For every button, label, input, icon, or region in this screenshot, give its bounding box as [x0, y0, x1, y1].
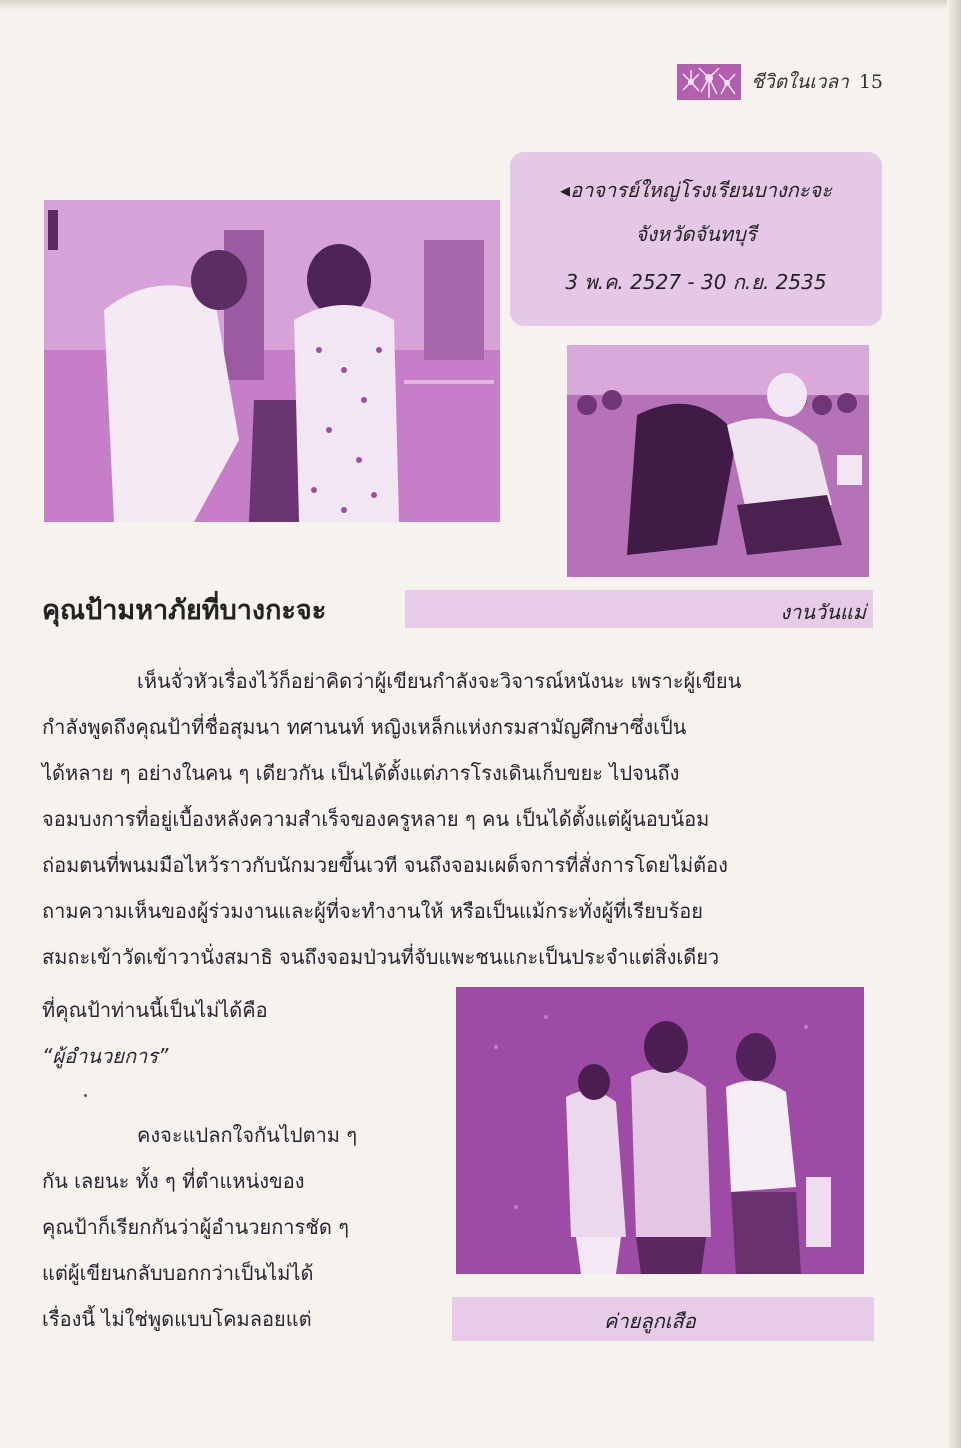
caption-box: [510, 152, 882, 326]
text-line: เห็นจั่วหัวเรื่องไว้ก็อย่าคิดว่าผู้เขียนกำลังจะวิจารณ์หนังนะ เพราะผู้เขียน: [137, 669, 742, 693]
text-line: คงจะแปลกใจกันไปตาม ๆ: [137, 1123, 358, 1147]
photo-mothers-day: [567, 345, 869, 577]
text-line: ถามความเห็นของผู้ร่วมงานและผู้ที่จะทำงานให้ หรือเป็นแม้กระทั่งผู้ที่เรียบร้อย: [42, 899, 703, 923]
paragraph-second: [42, 1112, 426, 1342]
page-edge-right: [947, 0, 961, 1448]
text-line: กำลังพูดถึงคุณป้าที่ชื่อสุมนา ทศานนท์ หญิงเหล็กแห่งกรมสามัญศึกษาซึ่งเป็น: [42, 715, 687, 739]
photo-greeting: [44, 200, 500, 522]
text-line: กัน เลยนะ ทั้ง ๆ ที่ตำแหน่งของ: [42, 1169, 305, 1193]
page-number: 15: [858, 71, 883, 93]
photo-scout-camp: [456, 987, 864, 1274]
flower-ornament-icon: [677, 64, 741, 100]
text-line: จอมบงการที่อยู่เบื้องหลังความสำเร็จของครูหลาย ๆ คน เป็นได้ตั้งแต่ผู้นอบน้อม: [42, 807, 710, 831]
running-header: [677, 64, 883, 100]
caption-location: จังหวัดจันทบุรี: [635, 222, 757, 246]
photo2-caption: งานวันแม่: [780, 600, 866, 624]
quote: “ผู้อำนวยการ”: [42, 1044, 169, 1068]
photo3-caption: ค่ายลูกเสือ: [604, 1309, 696, 1333]
text-line: ที่คุณป้าท่านนี้เป็นไม่ได้คือ: [42, 998, 268, 1022]
page-edge: [0, 0, 961, 10]
caption-title: ◂อาจารย์ใหญ่โรงเรียนบางกะจะ: [560, 178, 832, 202]
text-line: แต่ผู้เขียนกลับบอกกว่าเป็นไม่ได้: [42, 1261, 314, 1285]
running-title: ชีวิตในเวลา: [751, 71, 849, 93]
text-line: เรื่องนี้ ไม่ใช่พูดแบบโคมลอยแต่: [42, 1307, 312, 1331]
speck: [84, 1094, 87, 1097]
paragraph-main: [42, 658, 876, 980]
text-line: ถ่อมตนที่พนมมือไหว้ราวกับนักมวยขึ้นเวที จนถึงจอมเผด็จการที่สั่งการโดยไม่ต้อง: [42, 853, 728, 877]
section-title: คุณป้ามหาภัยที่บางกะจะ: [42, 595, 327, 626]
text-line: ได้หลาย ๆ อย่างในคน ๆ เดียวกัน เป็นได้ตั้งแต่ภารโรงเดินเก็บขยะ ไปจนถึง: [42, 761, 680, 785]
caption-dates: 3 พ.ค. 2527 - 30 ก.ย. 2535: [565, 270, 827, 294]
text-line: คุณป้าก็เรียกกันว่าผู้อำนวยการชัด ๆ: [42, 1215, 349, 1239]
text-line: สมถะเข้าวัดเข้าวานั่งสมาธิ จนถึงจอมป่วนที่จับแพะชนแกะเป็นประจำแต่สิ่งเดียว: [42, 945, 720, 969]
